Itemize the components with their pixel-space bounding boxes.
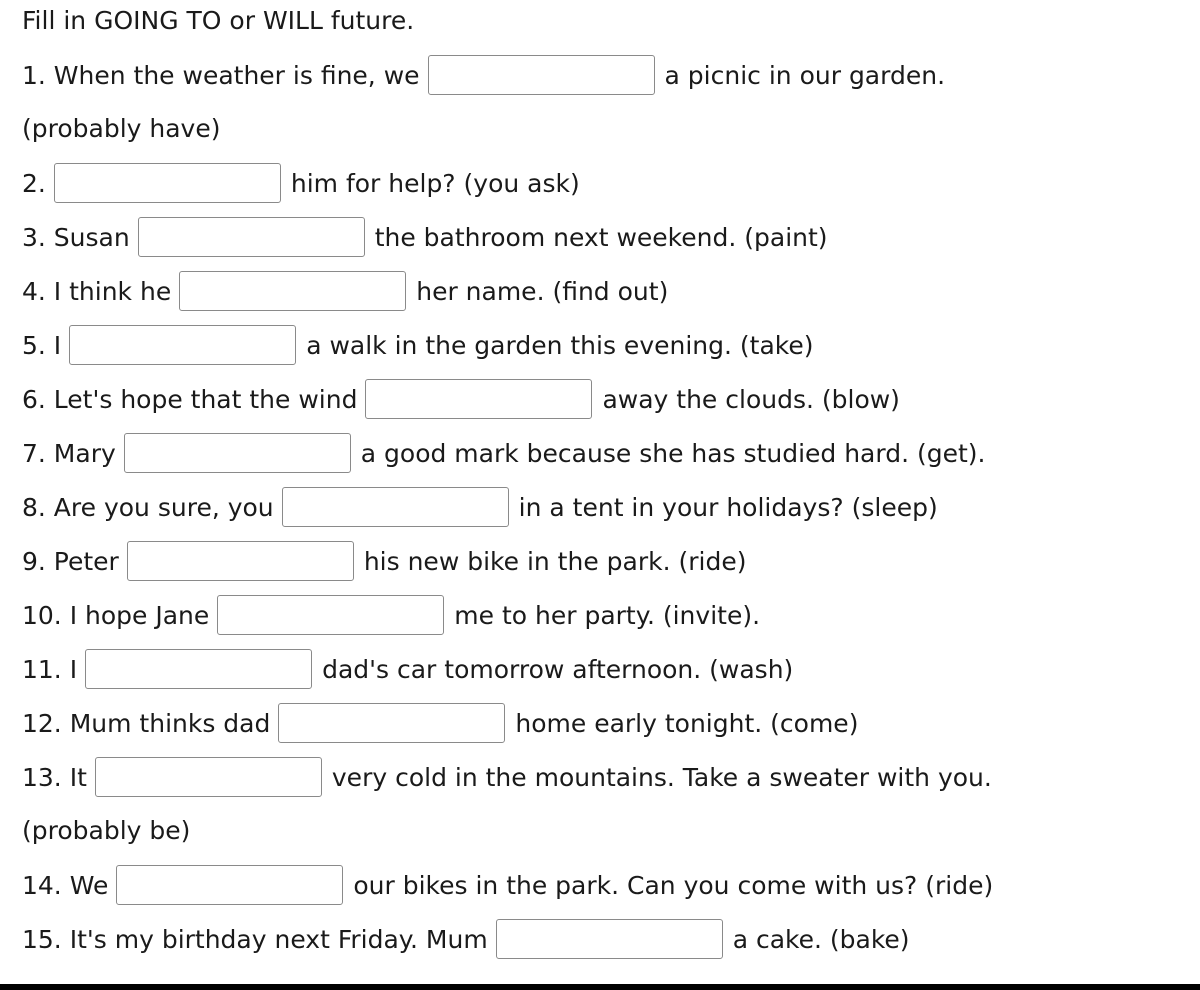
exercise-4 bbox=[22, 271, 668, 311]
exercise-14-answer-input[interactable] bbox=[116, 865, 343, 905]
exercise-7-suffix: a good mark because she has studied hard. (get). bbox=[360, 438, 986, 468]
exercise-5-answer-input[interactable] bbox=[69, 325, 296, 365]
exercise-2 bbox=[22, 163, 580, 203]
exercise-7 bbox=[22, 433, 986, 473]
exercise-13-answer-input[interactable] bbox=[95, 757, 322, 797]
exercise-13-suffix: very cold in the mountains. Take a sweater with you. bbox=[331, 762, 992, 792]
exercise-11-answer-input[interactable] bbox=[85, 649, 312, 689]
exercise-12-answer-input[interactable] bbox=[278, 703, 505, 743]
exercise-9 bbox=[22, 541, 746, 581]
exercise-4-prompt: 4. I think he bbox=[22, 276, 172, 306]
exercise-10-prompt: 10. I hope Jane bbox=[22, 600, 210, 630]
exercise-15-prompt: 15. It's my birthday next Friday. Mum bbox=[22, 924, 488, 954]
exercise-5-prompt: 5. I bbox=[22, 330, 62, 360]
exercise-2-suffix: him for help? (you ask) bbox=[290, 168, 580, 198]
exercise-7-prompt: 7. Mary bbox=[22, 438, 116, 468]
exercise-9-suffix: his new bike in the park. (ride) bbox=[363, 546, 747, 576]
exercise-1 bbox=[22, 55, 945, 95]
exercise-8-suffix: in a tent in your holidays? (sleep) bbox=[518, 492, 938, 522]
exercise-15-answer-input[interactable] bbox=[496, 919, 723, 959]
exercise-6 bbox=[22, 379, 900, 419]
exercise-13-continuation: (probably be) bbox=[22, 816, 191, 845]
exercise-5-suffix: a walk in the garden this evening. (take) bbox=[306, 330, 814, 360]
exercise-14 bbox=[22, 865, 993, 905]
exercise-12-suffix: home early tonight. (come) bbox=[515, 708, 859, 738]
exercise-5 bbox=[22, 325, 814, 365]
exercise-14-suffix: our bikes in the park. Can you come with us? (ride) bbox=[353, 870, 994, 900]
instructions-heading: Fill in GOING TO or WILL future. bbox=[22, 6, 415, 35]
exercise-3 bbox=[22, 217, 828, 257]
exercise-10 bbox=[22, 595, 760, 635]
exercise-3-prompt: 3. Susan bbox=[22, 222, 130, 252]
exercise-9-prompt: 9. Peter bbox=[22, 546, 119, 576]
exercise-7-answer-input[interactable] bbox=[124, 433, 351, 473]
exercise-1-answer-input[interactable] bbox=[428, 55, 655, 95]
exercise-3-suffix: the bathroom next weekend. (paint) bbox=[374, 222, 828, 252]
exercise-1-prompt: 1. When the weather is fine, we bbox=[22, 60, 420, 90]
exercise-14-prompt: 14. We bbox=[22, 870, 109, 900]
exercise-15-suffix: a cake. (bake) bbox=[732, 924, 910, 954]
exercise-11 bbox=[22, 649, 793, 689]
exercise-2-prompt: 2. bbox=[22, 168, 46, 198]
exercise-12 bbox=[22, 703, 858, 743]
exercise-11-suffix: dad's car tomorrow afternoon. (wash) bbox=[322, 654, 794, 684]
exercise-6-suffix: away the clouds. (blow) bbox=[602, 384, 900, 414]
exercise-9-answer-input[interactable] bbox=[127, 541, 354, 581]
exercise-8-answer-input[interactable] bbox=[282, 487, 509, 527]
exercise-6-prompt: 6. Let's hope that the wind bbox=[22, 384, 358, 414]
exercise-10-answer-input[interactable] bbox=[217, 595, 444, 635]
exercise-1-suffix: a picnic in our garden. bbox=[664, 60, 946, 90]
exercise-4-answer-input[interactable] bbox=[179, 271, 406, 311]
exercise-6-answer-input[interactable] bbox=[365, 379, 592, 419]
exercise-12-prompt: 12. Mum thinks dad bbox=[22, 708, 271, 738]
exercise-8-prompt: 8. Are you sure, you bbox=[22, 492, 274, 522]
bottom-divider bbox=[0, 984, 1200, 990]
exercise-2-answer-input[interactable] bbox=[54, 163, 281, 203]
exercise-13 bbox=[22, 757, 992, 797]
exercise-15 bbox=[22, 919, 910, 959]
exercise-1-continuation: (probably have) bbox=[22, 114, 221, 143]
exercise-11-prompt: 11. I bbox=[22, 654, 78, 684]
exercise-8 bbox=[22, 487, 938, 527]
exercise-3-answer-input[interactable] bbox=[138, 217, 365, 257]
exercise-13-prompt: 13. It bbox=[22, 762, 87, 792]
exercise-10-suffix: me to her party. (invite). bbox=[454, 600, 761, 630]
exercise-4-suffix: her name. (find out) bbox=[416, 276, 669, 306]
